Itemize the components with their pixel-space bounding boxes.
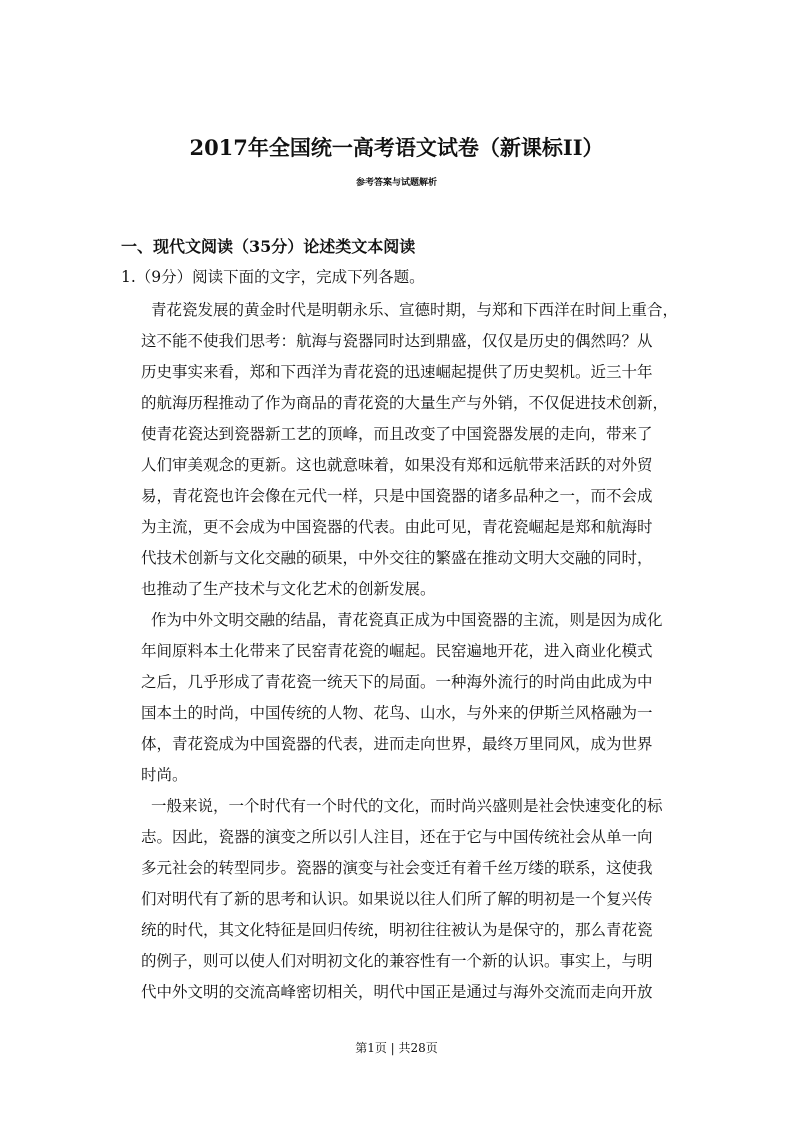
paragraph-1-line: 为主流，更不会成为中国瓷器的代表。由此可见，青花瓷崛起是郑和航海时 [141,518,653,536]
paragraph-2-line: 年间原料本土化带来了民窑青花瓷的崛起。民窑遍地开花，进入商业化模式 [141,642,653,660]
question-prompt: 1.（9分）阅读下面的文字，完成下列各题。 [121,268,425,286]
paragraph-2-line: 国本土的时尚，中国传统的人物、花鸟、山水，与外来的伊斯兰风格融为一 [141,704,653,722]
paragraph-1-line: 使青花瓷达到瓷器新工艺的顶峰，而且改变了中国瓷器发展的走向，带来了 [141,425,653,443]
paragraph-3-line: 多元社会的转型同步。瓷器的演变与社会变迁有着千丝万缕的联系，这使我 [141,859,653,877]
paragraph-3-line: 的例子，则可以使人们对明初文化的兼容性有一个新的认识。事实上，与明 [141,952,653,970]
paragraph-1-line: 代技术创新与文化交融的硕果，中外交往的繁盛在推动文明大交融的同时， [141,549,653,567]
paragraph-1-line: 历史事实来看，郑和下西洋为青花瓷的迅速崛起提供了历史契机。近三十年 [141,363,653,381]
paragraph-2-line: 作为中外文明交融的结晶，青花瓷真正成为中国瓷器的主流，则是因为成化 [151,611,663,629]
paragraph-2-line: 之后，几乎形成了青花瓷一统天下的局面。一种海外流行的时尚由此成为中 [141,673,653,691]
paragraph-3-line: 一般来说，一个时代有一个时代的文化，而时尚兴盛则是社会快速变化的标 [151,797,663,815]
paragraph-2-line: 体，青花瓷成为中国瓷器的代表，进而走向世界，最终万里同风，成为世界 [141,735,653,753]
paragraph-2-line: 时尚。 [141,766,188,784]
paragraph-3-line: 志。因此，瓷器的演变之所以引人注目，还在于它与中国传统社会从单一向 [141,828,653,846]
page-title: 2017年全国统一高考语文试卷（新课标II） [189,135,604,160]
page-subtitle: 参考答案与试题解析 [355,178,437,188]
paragraph-1-line: 人们审美观念的更新。这也就意味着，如果没有郑和远航带来活跃的对外贸 [141,456,653,474]
paragraph-1-line: 青花瓷发展的黄金时代是明朝永乐、宣德时期，与郑和下西洋在时间上重合， [151,301,679,319]
reading-passage [141,295,681,1008]
paragraph-3-line: 统的时代，其文化特征是回归传统，明初往往被认为是保守的，那么青花瓷 [141,921,653,939]
paragraph-3-line: 代中外文明的交流高峰密切相关，明代中国正是通过与海外交流而走向开放 [141,983,653,1001]
page-footer: 第1页 | 共28页 [355,1041,438,1055]
paragraph-1-line: 这不能不使我们思考：航海与瓷器同时达到鼎盛，仅仅是历史的偶然吗？从 [141,332,653,350]
paragraph-1-line: 的航海历程推动了作为商品的青花瓷的大量生产与外销，不仅促进技术创新， [141,394,669,412]
paragraph-3-line: 们对明代有了新的思考和认识。如果说以往人们所了解的明初是一个复兴传 [141,890,653,908]
section-heading: 一、现代文阅读（35分）论述类文本阅读 [121,237,416,256]
paragraph-1-line: 也推动了生产技术与文化艺术的创新发展。 [141,580,436,598]
paragraph-1-line: 易，青花瓷也许会像在元代一样，只是中国瓷器的诸多品种之一，而不会成 [141,487,653,505]
